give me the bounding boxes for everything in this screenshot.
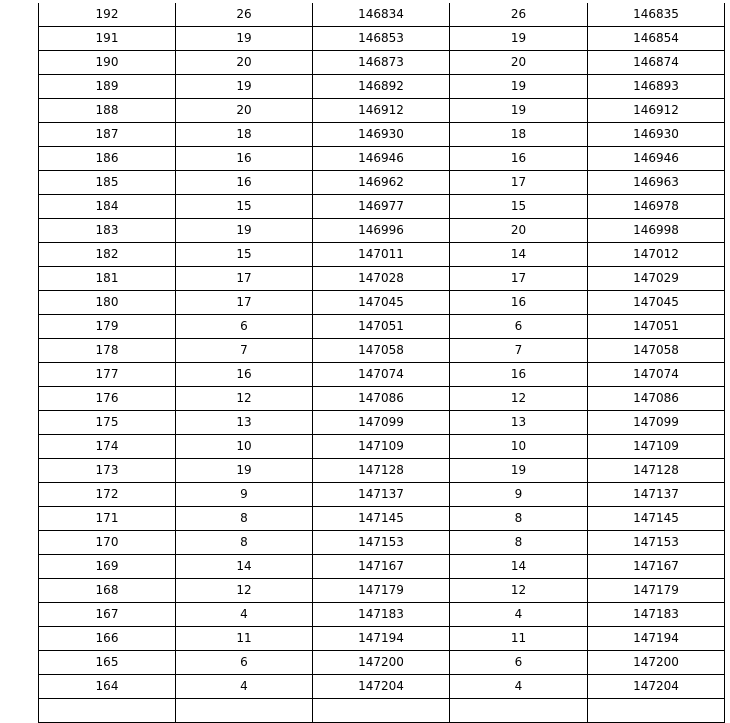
table-row <box>39 99 725 123</box>
cumulative-b-cell: 147058 <box>588 339 725 363</box>
table-row <box>39 339 725 363</box>
cumulative-a-cell: 147194 <box>313 627 450 651</box>
score-cell: 184 <box>39 195 176 219</box>
table-row <box>39 267 725 291</box>
count-a-cell: 8 <box>176 507 313 531</box>
table-row <box>39 387 725 411</box>
cumulative-a-cell: 147179 <box>313 579 450 603</box>
score-cell: 175 <box>39 411 176 435</box>
cumulative-b-cell <box>588 699 725 723</box>
count-b-cell: 19 <box>450 27 588 51</box>
cumulative-a-cell <box>313 699 450 723</box>
table-row <box>39 555 725 579</box>
cumulative-a-cell: 146962 <box>313 171 450 195</box>
score-cell: 166 <box>39 627 176 651</box>
cumulative-b-cell: 146912 <box>588 99 725 123</box>
score-cell: 189 <box>39 75 176 99</box>
score-cell: 171 <box>39 507 176 531</box>
cumulative-b-cell: 147167 <box>588 555 725 579</box>
count-b-cell: 11 <box>450 627 588 651</box>
count-a-cell: 17 <box>176 267 313 291</box>
table-row <box>39 147 725 171</box>
score-cell: 183 <box>39 219 176 243</box>
cumulative-b-cell: 147045 <box>588 291 725 315</box>
cumulative-b-cell: 147099 <box>588 411 725 435</box>
table-row <box>39 411 725 435</box>
score-cell: 191 <box>39 27 176 51</box>
score-cell: 164 <box>39 675 176 699</box>
table-row <box>39 435 725 459</box>
table-body <box>39 3 725 723</box>
cumulative-a-cell: 146996 <box>313 219 450 243</box>
count-a-cell: 19 <box>176 27 313 51</box>
count-a-cell: 19 <box>176 459 313 483</box>
count-a-cell: 4 <box>176 675 313 699</box>
count-b-cell: 9 <box>450 483 588 507</box>
cumulative-a-cell: 147145 <box>313 507 450 531</box>
score-cell: 178 <box>39 339 176 363</box>
score-cell: 170 <box>39 531 176 555</box>
table-row <box>39 363 725 387</box>
cumulative-a-cell: 147058 <box>313 339 450 363</box>
score-cell: 174 <box>39 435 176 459</box>
table-row <box>39 483 725 507</box>
cumulative-a-cell: 147011 <box>313 243 450 267</box>
table-row <box>39 699 725 723</box>
count-b-cell: 13 <box>450 411 588 435</box>
score-table <box>38 3 725 723</box>
score-cell: 192 <box>39 3 176 27</box>
count-b-cell: 20 <box>450 51 588 75</box>
score-cell: 182 <box>39 243 176 267</box>
table-row <box>39 603 725 627</box>
count-b-cell: 16 <box>450 291 588 315</box>
score-cell: 173 <box>39 459 176 483</box>
score-cell: 181 <box>39 267 176 291</box>
cumulative-a-cell: 147109 <box>313 435 450 459</box>
cumulative-b-cell: 146946 <box>588 147 725 171</box>
table-row <box>39 507 725 531</box>
count-a-cell: 17 <box>176 291 313 315</box>
cumulative-b-cell: 146930 <box>588 123 725 147</box>
count-b-cell: 16 <box>450 147 588 171</box>
table-row <box>39 171 725 195</box>
cumulative-a-cell: 146977 <box>313 195 450 219</box>
count-b-cell: 15 <box>450 195 588 219</box>
count-a-cell: 8 <box>176 531 313 555</box>
count-b-cell: 26 <box>450 3 588 27</box>
table-row <box>39 579 725 603</box>
table-row <box>39 315 725 339</box>
cumulative-b-cell: 147179 <box>588 579 725 603</box>
count-b-cell: 6 <box>450 315 588 339</box>
table-row <box>39 627 725 651</box>
count-b-cell: 19 <box>450 75 588 99</box>
count-a-cell: 14 <box>176 555 313 579</box>
score-cell: 186 <box>39 147 176 171</box>
count-a-cell: 4 <box>176 603 313 627</box>
cumulative-b-cell: 147086 <box>588 387 725 411</box>
cumulative-b-cell: 147128 <box>588 459 725 483</box>
count-a-cell: 15 <box>176 195 313 219</box>
cumulative-a-cell: 147137 <box>313 483 450 507</box>
count-a-cell: 19 <box>176 75 313 99</box>
count-b-cell: 14 <box>450 243 588 267</box>
table-row <box>39 291 725 315</box>
cumulative-a-cell: 147099 <box>313 411 450 435</box>
score-cell: 169 <box>39 555 176 579</box>
count-a-cell: 16 <box>176 363 313 387</box>
count-a-cell: 12 <box>176 387 313 411</box>
count-a-cell: 12 <box>176 579 313 603</box>
cumulative-b-cell: 147012 <box>588 243 725 267</box>
count-a-cell: 16 <box>176 171 313 195</box>
count-b-cell: 19 <box>450 459 588 483</box>
table-row <box>39 675 725 699</box>
cumulative-b-cell: 147051 <box>588 315 725 339</box>
table-row <box>39 459 725 483</box>
score-cell: 187 <box>39 123 176 147</box>
table-row <box>39 243 725 267</box>
score-cell: 188 <box>39 99 176 123</box>
count-a-cell: 6 <box>176 315 313 339</box>
table-row <box>39 75 725 99</box>
table-row <box>39 51 725 75</box>
count-a-cell: 7 <box>176 339 313 363</box>
cumulative-a-cell: 146946 <box>313 147 450 171</box>
count-a-cell: 9 <box>176 483 313 507</box>
count-a-cell: 16 <box>176 147 313 171</box>
count-b-cell: 19 <box>450 99 588 123</box>
cumulative-a-cell: 147167 <box>313 555 450 579</box>
count-b-cell: 16 <box>450 363 588 387</box>
cumulative-b-cell: 146998 <box>588 219 725 243</box>
cumulative-a-cell: 147153 <box>313 531 450 555</box>
count-a-cell: 13 <box>176 411 313 435</box>
count-b-cell <box>450 699 588 723</box>
count-b-cell: 7 <box>450 339 588 363</box>
count-a-cell: 20 <box>176 51 313 75</box>
table-row <box>39 27 725 51</box>
count-b-cell: 8 <box>450 507 588 531</box>
count-b-cell: 12 <box>450 579 588 603</box>
score-table-container <box>38 3 724 723</box>
cumulative-b-cell: 147153 <box>588 531 725 555</box>
count-a-cell: 19 <box>176 219 313 243</box>
cumulative-b-cell: 147137 <box>588 483 725 507</box>
count-b-cell: 10 <box>450 435 588 459</box>
cumulative-a-cell: 146930 <box>313 123 450 147</box>
cumulative-b-cell: 146835 <box>588 3 725 27</box>
score-cell: 180 <box>39 291 176 315</box>
score-cell: 176 <box>39 387 176 411</box>
cumulative-a-cell: 146873 <box>313 51 450 75</box>
score-cell: 177 <box>39 363 176 387</box>
count-b-cell: 17 <box>450 267 588 291</box>
count-b-cell: 4 <box>450 603 588 627</box>
table-row <box>39 651 725 675</box>
cumulative-a-cell: 147128 <box>313 459 450 483</box>
cumulative-a-cell: 147028 <box>313 267 450 291</box>
cumulative-b-cell: 146854 <box>588 27 725 51</box>
cumulative-b-cell: 147145 <box>588 507 725 531</box>
count-a-cell: 15 <box>176 243 313 267</box>
score-cell: 185 <box>39 171 176 195</box>
score-cell <box>39 699 176 723</box>
count-b-cell: 12 <box>450 387 588 411</box>
cumulative-a-cell: 147051 <box>313 315 450 339</box>
table-row <box>39 219 725 243</box>
count-b-cell: 17 <box>450 171 588 195</box>
cumulative-a-cell: 147183 <box>313 603 450 627</box>
cumulative-b-cell: 146893 <box>588 75 725 99</box>
cumulative-b-cell: 147109 <box>588 435 725 459</box>
cumulative-a-cell: 146853 <box>313 27 450 51</box>
cumulative-b-cell: 146978 <box>588 195 725 219</box>
count-b-cell: 6 <box>450 651 588 675</box>
count-a-cell: 6 <box>176 651 313 675</box>
count-b-cell: 14 <box>450 555 588 579</box>
cumulative-b-cell: 147183 <box>588 603 725 627</box>
table-row <box>39 3 725 27</box>
score-cell: 165 <box>39 651 176 675</box>
count-a-cell: 18 <box>176 123 313 147</box>
cumulative-a-cell: 146834 <box>313 3 450 27</box>
score-cell: 172 <box>39 483 176 507</box>
count-b-cell: 4 <box>450 675 588 699</box>
cumulative-a-cell: 147204 <box>313 675 450 699</box>
score-cell: 190 <box>39 51 176 75</box>
count-b-cell: 20 <box>450 219 588 243</box>
cumulative-b-cell: 147200 <box>588 651 725 675</box>
score-cell: 168 <box>39 579 176 603</box>
cumulative-a-cell: 147045 <box>313 291 450 315</box>
table-row <box>39 531 725 555</box>
count-a-cell: 26 <box>176 3 313 27</box>
cumulative-a-cell: 146912 <box>313 99 450 123</box>
count-a-cell: 20 <box>176 99 313 123</box>
score-cell: 167 <box>39 603 176 627</box>
cumulative-b-cell: 147074 <box>588 363 725 387</box>
cumulative-b-cell: 147029 <box>588 267 725 291</box>
cumulative-b-cell: 147204 <box>588 675 725 699</box>
table-row <box>39 123 725 147</box>
count-a-cell <box>176 699 313 723</box>
cumulative-b-cell: 146963 <box>588 171 725 195</box>
cumulative-a-cell: 147086 <box>313 387 450 411</box>
cumulative-b-cell: 146874 <box>588 51 725 75</box>
count-a-cell: 11 <box>176 627 313 651</box>
cumulative-b-cell: 147194 <box>588 627 725 651</box>
count-b-cell: 18 <box>450 123 588 147</box>
count-a-cell: 10 <box>176 435 313 459</box>
cumulative-a-cell: 147200 <box>313 651 450 675</box>
count-b-cell: 8 <box>450 531 588 555</box>
table-row <box>39 195 725 219</box>
cumulative-a-cell: 146892 <box>313 75 450 99</box>
cumulative-a-cell: 147074 <box>313 363 450 387</box>
score-cell: 179 <box>39 315 176 339</box>
